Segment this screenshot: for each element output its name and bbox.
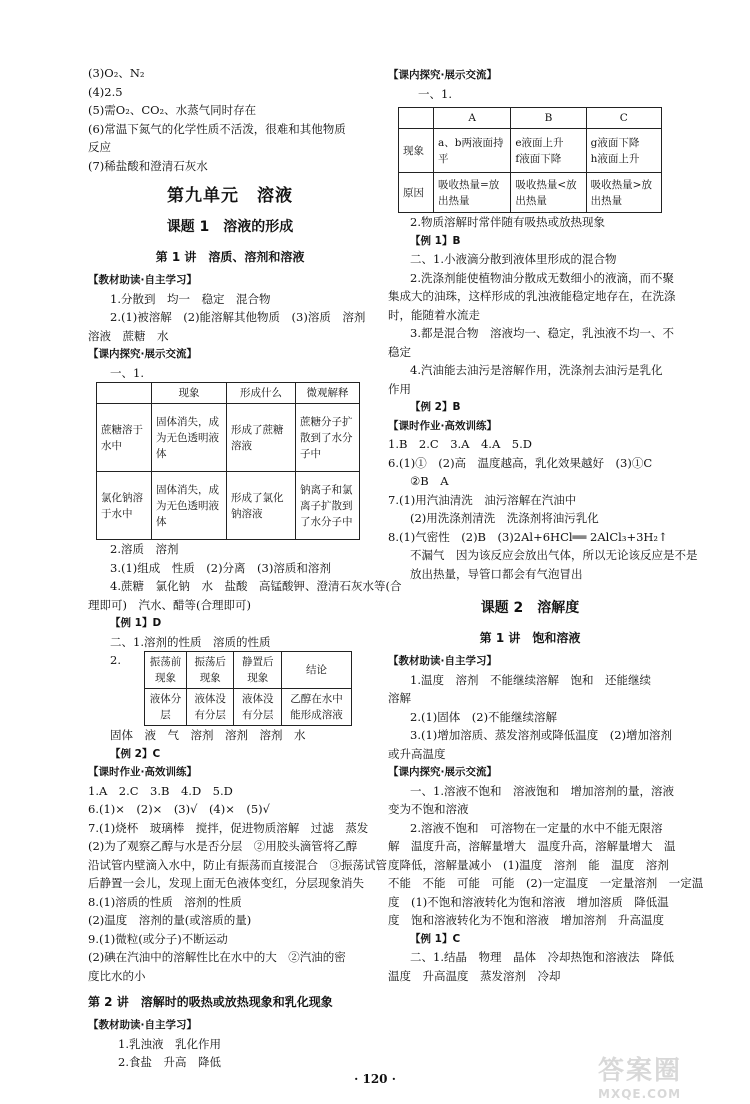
answer-line: (2)用洗涤剂清洗 洗涤剂将油污乳化: [410, 511, 599, 525]
answer-line: 3.都是混合物 溶液均一、稳定，乳浊液不均一、不: [410, 326, 674, 340]
table-row: [97, 404, 360, 472]
left-column: [88, 64, 402, 1072]
watermark-url: MXQE.COM: [598, 1087, 682, 1101]
answer-line: 作用: [388, 381, 411, 396]
answer-line: 后静置一会儿，发现上面无色液体变红，分层现象消失: [88, 876, 364, 890]
table-cell: 形成了蔗糖溶液: [227, 404, 296, 472]
table-cell: 吸收热量<放出热量: [511, 173, 586, 213]
answer-line: 6.(1)× (2)× (3)√ (4)× (5)√: [88, 802, 270, 816]
answer-line: 二、1.结晶 物理 晶体 冷却热饱和溶液法 降低: [410, 950, 674, 964]
table-row: [399, 129, 662, 173]
table-header: B: [511, 108, 586, 129]
answer-line: 不漏气 因为该反应会放出气体，所以无论该反应是不是: [410, 548, 698, 562]
table-cell: 液体没有分层: [186, 689, 234, 726]
section-header: 【教材助读·自主学习】: [88, 1019, 197, 1031]
section-header: 【教材助读·自主学习】: [88, 274, 197, 286]
answer-line: 一、1.: [418, 86, 452, 101]
table-row: [399, 173, 662, 213]
table-header: 结论: [281, 652, 351, 689]
heat-table: [398, 107, 662, 213]
table-header-row: [97, 383, 360, 404]
example-answer: 【例 2】C: [110, 747, 161, 760]
answer-line: 1.温度 溶剂 不能继续溶解 饱和 还能继续: [410, 672, 651, 687]
answer-line: 2.(1)被溶解 (2)能溶解其他物质 (3)溶质 溶剂: [110, 310, 366, 324]
answer-line: 反应: [88, 140, 111, 154]
watermark-logo: [598, 1050, 738, 1100]
table-cell: 固体消失，成为无色透明液体: [152, 472, 227, 540]
example-answer: 【例 2】B: [410, 401, 461, 413]
answer-line: (2)温度 溶剂的量(或溶质的量): [88, 913, 252, 927]
table-cell: 液体没有分层: [234, 689, 282, 726]
right-column: [388, 66, 704, 985]
answer-line: (3)O₂、N₂: [88, 66, 145, 80]
topic-title: 课题 1 溶液的形成: [166, 219, 294, 235]
table-cell: 氯化钠溶于水中: [97, 472, 152, 540]
table-header: 静置后现象: [234, 652, 282, 689]
answer-line: 解 温度升高，溶解量增大 温度升高，溶解量增大 温: [388, 839, 676, 853]
table-cell: 原因: [399, 173, 434, 213]
table-cell: g液面下降 h液面上升: [586, 129, 661, 173]
lesson-title: 第 1 讲 饱和溶液: [479, 631, 581, 645]
table-cell: 蔗糖分子扩散到了水分子中: [296, 404, 360, 472]
example-answer: 【例 1】C: [410, 932, 461, 945]
answer-line: 8.(1)溶质的性质 溶剂的性质: [88, 894, 242, 909]
answer-line: 2.溶质 溶剂: [110, 542, 179, 556]
example-answer: 【例 1】B: [410, 234, 461, 247]
table-cell: 蔗糖溶于水中: [97, 404, 152, 472]
lesson-title: 第 2 讲 溶解时的吸热或放热现象和乳化现象: [88, 995, 333, 1009]
answer-line: (7)稀盐酸和澄清石灰水: [88, 158, 208, 173]
answer-line: 8.(1)气密性 (2)B (3)2Al+6HCl══ 2AlCl₃+3H₂↑: [388, 529, 668, 544]
example-answer: 【例 1】D: [110, 617, 162, 629]
table-cell: 固体消失，成为无色透明液体: [152, 404, 227, 472]
table-cell: 吸收热量>放出热量: [586, 173, 661, 213]
answer-line: 1.乳浊液 乳化作用: [118, 1036, 221, 1051]
answer-line: 度降低，溶解量减小 (1)温度 溶剂 能 温度 溶剂: [388, 857, 669, 872]
topic-title: 课题 2 溶解度: [480, 600, 580, 616]
answer-line: 1.分散到 均一 稳定 混合物: [110, 291, 271, 306]
lesson-title: 第 1 讲 溶质、溶剂和溶液: [155, 250, 305, 264]
table-header: 振荡前现象: [145, 652, 187, 689]
answer-line: (5)需O₂、CO₂、水蒸气同时存在: [88, 103, 257, 117]
table-header-row: [145, 652, 352, 689]
table-label: 2.: [110, 653, 121, 667]
section-header: 【课内探究·展示交流】: [388, 766, 497, 778]
page-number: · 120 ·: [354, 1072, 396, 1086]
answer-line: 集成大的油珠，这样形成的乳浊液能稳定地存在，在洗涤: [388, 289, 676, 303]
answer-line: 二、1.小液滴分散到液体里形成的混合物: [410, 252, 617, 266]
answer-line: 溶液 蔗糖 水: [88, 328, 169, 343]
table-cell: 钠离子和氯离子扩散到了水分子中: [296, 472, 360, 540]
answer-line: 4.蔗糖 氯化钠 水 盐酸 高锰酸钾、澄清石灰水等(合: [110, 579, 402, 593]
table-cell: a、b两液面持平: [434, 129, 511, 173]
answer-line: (2)为了观察乙醇与水是否分层 ②用胶头滴管将乙醇: [88, 839, 358, 853]
answer-line: 2.溶液不饱和 可溶物在一定量的水中不能无限溶: [410, 820, 663, 835]
table-header: 振荡后现象: [186, 652, 234, 689]
table-header-row: [399, 108, 662, 129]
answer-line: 溶解: [388, 691, 411, 705]
answer-line: (6)常温下氮气的化学性质不活泼，很难和其他物质: [88, 121, 346, 136]
table-cell: [97, 383, 152, 404]
answer-line: 1.A 2.C 3.B 4.D 5.D: [88, 783, 233, 798]
answer-line: 变为不饱和溶液: [388, 802, 469, 816]
table-cell: 液体分层: [145, 689, 187, 726]
answer-line: (2)碘在汽油中的溶解性比在水中的大 ②汽油的密: [88, 950, 346, 964]
answer-line: 度 饱和溶液转化为不饱和溶液 增加溶剂 升高温度: [388, 913, 664, 927]
table2-block: [88, 651, 372, 726]
answer-line: 3.(1)增加溶质、蒸发溶剂或降低温度 (2)增加溶剂: [410, 728, 673, 742]
answer-line: 7.(1)用汽油清洗 油污溶解在汽油中: [388, 492, 577, 507]
answer-line: 7.(1)烧杯 玻璃棒 搅拌，促进物质溶解 过滤 蒸发: [88, 820, 369, 835]
answer-line: 2.洗涤剂能使植物油分散成无数细小的液滴，而不聚: [410, 270, 674, 285]
answer-line: 3.(1)组成 性质 (2)分离 (3)溶质和溶剂: [110, 560, 331, 575]
answer-line: 9.(1)微粒(或分子)不断运动: [88, 931, 228, 946]
table-header: 现象: [152, 383, 227, 404]
table-header: A: [434, 108, 511, 129]
answer-line: 沿试管内壁滴入水中，防止有振荡而直接混合 ③振荡试管: [88, 857, 387, 872]
answer-line: 一、1.: [110, 365, 144, 380]
section-header: 【课内探究·展示交流】: [88, 348, 197, 360]
table-row: [145, 689, 352, 726]
answer-line: 1.B 2.C 3.A 4.A 5.D: [388, 437, 532, 451]
answer-line: 时，能随着水流走: [388, 307, 480, 322]
section-header: 【教材助读·自主学习】: [388, 655, 497, 667]
answer-line: ②B A: [410, 474, 449, 488]
answer-line: 6.(1)① (2)高 温度越高，乳化效果越好 (3)①C: [388, 455, 653, 470]
table-cell: [399, 108, 434, 129]
answer-line: 稳定: [388, 344, 411, 359]
table-cell: 吸收热量=放出热量: [434, 173, 511, 213]
answer-line: 2.(1)固体 (2)不能继续溶解: [410, 709, 558, 724]
section-header: 【课时作业·高效训练】: [88, 766, 197, 778]
ethanol-table: [144, 651, 352, 726]
table-header: 微观解释: [296, 383, 360, 404]
dissolution-table: [96, 382, 360, 540]
answer-line: 不能 不能 可能 可能 (2)一定温度 一定量溶剂 一定温: [388, 876, 704, 890]
table-header: 形成什么: [227, 383, 296, 404]
answer-line: 2.物质溶解时常伴随有吸热或放热现象: [410, 215, 605, 229]
table-cell: 现象: [399, 129, 434, 173]
section-header: 【课内探究·展示交流】: [388, 69, 497, 81]
unit-title: 第九单元 溶液: [167, 186, 293, 206]
table-row: [97, 472, 360, 540]
answer-line: 二、1.溶剂的性质 溶质的性质: [110, 634, 271, 649]
answer-line: 或升高温度: [388, 746, 446, 761]
table-cell: 乙醇在水中能形成溶液: [281, 689, 351, 726]
answer-line: 温度 升高温度 蒸发溶剂 冷却: [388, 968, 561, 983]
table-header: C: [586, 108, 661, 129]
watermark-text: 答案圈: [598, 1056, 683, 1086]
answer-line: 度 (1)不饱和溶液转化为饱和溶液 增加溶质 降低温: [388, 894, 669, 909]
answer-line: 2.食盐 升高 降低: [118, 1055, 221, 1069]
table-cell: e液面上升 f液面下降: [511, 129, 586, 173]
answer-line: 放出热量，导管口都会有气泡冒出: [410, 566, 583, 581]
answer-line: (4)2.5: [88, 84, 123, 99]
answer-line: 4.汽油能去油污是溶解作用，洗涤剂去油污是乳化: [410, 363, 663, 377]
answer-line: 一、1.溶液不饱和 溶液饱和 增加溶剂的量，溶液: [410, 783, 674, 798]
answer-line: 理即可) 汽水、醋等(合理即可): [88, 597, 251, 612]
table-cell: 形成了氯化钠溶液: [227, 472, 296, 540]
section-header: 【课时作业·高效训练】: [388, 419, 497, 432]
answer-line: 固体 液 气 溶剂 溶剂 溶剂 水: [110, 728, 306, 742]
answer-line: 度比水的小: [88, 968, 146, 983]
